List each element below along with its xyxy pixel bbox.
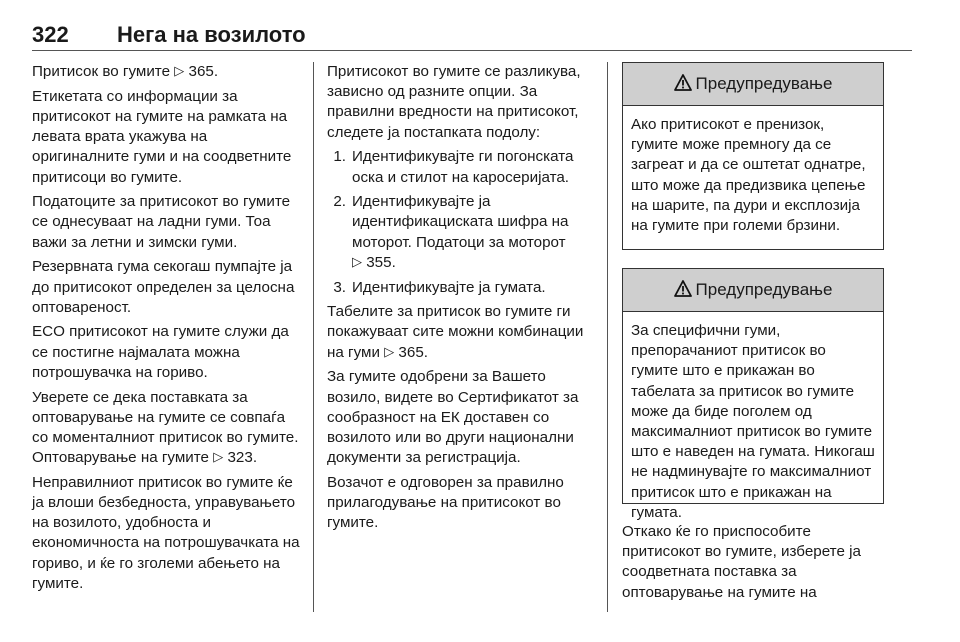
warning-title: Предупредување [695, 73, 833, 93]
page-header [32, 22, 912, 52]
warning-triangle-icon [674, 74, 692, 96]
list-item: 2. Идентификувајте ја идентификациската шифра на моторот. Податоци за моторот ▷ 355. [333, 193, 569, 271]
paragraph: Уверете се дека поставката за оптоварување на гумите се совпаѓа со моменталниот притисок во гумите. Оптоварување на гумите ▷ 323. [32, 388, 299, 467]
warning-triangle-icon [674, 280, 692, 302]
reference-arrow-icon: ▷ [352, 253, 362, 269]
column-divider [607, 62, 608, 612]
paragraph: Податоците за притисокот во гумите се однесуваат на ладни гуми. Тоа важи за летни и зимски гуми. [32, 193, 291, 251]
column-divider [313, 62, 314, 612]
paragraph: За гумите одобрени за Вашето возило, видете во Сертификатот за сообразност на ЕК доставен со возилото или во други национални документи за регистрација. [327, 368, 579, 467]
warning-text: Ако притисокот е пренизок, гумите може премногу да се загреат и да се оштетат однатре, што може да предизвика цепење на шарите, па дури и експлозија на гумите при големи брзини. [631, 116, 866, 235]
paragraph: Табелите за притисок во гумите ги покажуваат сите можни комбинации на гуми ▷ 365. [327, 303, 584, 361]
warning-header [623, 63, 883, 106]
column-2 [327, 62, 593, 538]
paragraph: Неправилниот притисок во гумите ќе ја влоши безбедноста, управувањето на возилото, удобноста и економичноста на потрошувачката на гориво, и ќе го зголеми абењето на гумите. [32, 473, 300, 592]
steps-list [327, 147, 593, 297]
reference-arrow-icon: ▷ [384, 343, 395, 359]
cross-reference[interactable]: ▷ 355. [352, 253, 396, 271]
warning-header [623, 269, 883, 312]
reference-arrow-icon: ▷ [213, 449, 224, 465]
paragraph: Притисокот во гумите се разликува, зависно од разните опции. За правилни вредности на притисокот, следете ја постапката подолу: [327, 63, 581, 141]
warning-text: За специфични гуми, препорачаниот притисок во гумите што е прикажан во табелата за притисок во гумите може да биде поголем од максималниот притисок во гумите што е наведен на гумата. Никогаш не надминувајте го максималниот притисок што е прикажан на гумата. [631, 322, 875, 521]
warning-box [622, 268, 884, 521]
paragraph: Возачот е одговорен за правилно прилагодување на притисокот во гумите. [327, 473, 564, 532]
column-1 [32, 62, 304, 599]
page-number: 322 [32, 22, 69, 47]
warning-title: Предупредување [695, 279, 833, 299]
paragraph: Етикетата со информации за притисокот на гумите на рамката на левата врата укажува на оригиналните гуми и на соодветните притисоци во гумите. [32, 87, 292, 186]
paragraph: Резервната гума секогаш пумпајте ја до притисокот определен за целосна оптовареност. [32, 258, 295, 316]
cross-reference[interactable]: ▷ 323. [213, 449, 258, 467]
cross-reference[interactable]: ▷ 365. [384, 343, 428, 361]
cross-reference[interactable]: ▷ 365. [174, 63, 219, 80]
paragraph: Откако ќе го приспособите притисокот во гумите, изберете ја соодветната поставка за оптоварување на гумите на [622, 523, 861, 601]
list-item: 3. Идентификувајте ја гумата. [333, 278, 546, 296]
header-rule [32, 50, 912, 51]
paragraph: ECO притисокот на гумите служи да се постигне најмалата можна потрошувачка на гориво. [32, 323, 289, 381]
column-3 [622, 62, 884, 607]
paragraph: Притисок во гумите ▷ 365. [32, 63, 219, 80]
list-item: 1. Идентификувајте ги погонската оска и стилот на каросеријата. [333, 148, 574, 186]
warning-box [622, 62, 884, 250]
running-title: Нега на возилото [117, 22, 306, 47]
reference-arrow-icon: ▷ [174, 63, 185, 78]
